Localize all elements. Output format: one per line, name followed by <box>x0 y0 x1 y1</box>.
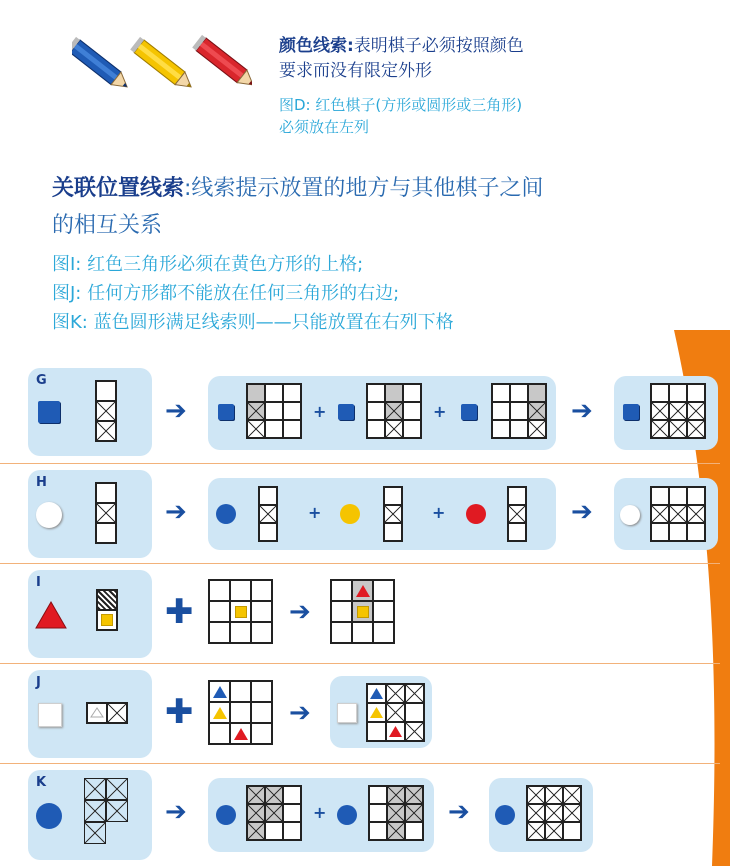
red-circle-piece <box>466 504 486 524</box>
row-g-label: G <box>36 373 47 388</box>
clue-card-j <box>86 702 128 724</box>
row-divider <box>0 563 720 564</box>
color-clue-desc-1: 表明棋子必须按照颜色 <box>353 36 524 56</box>
option-grid-g-2 <box>366 383 422 439</box>
board-j-before <box>208 680 273 745</box>
white-circle-piece <box>620 505 640 525</box>
white-circle-piece <box>36 502 62 528</box>
blue-pencil-icon <box>72 37 132 93</box>
arrow-icon: ➔ <box>165 497 187 527</box>
arrow-icon: ➔ <box>289 698 311 728</box>
option-grid-g-1 <box>246 383 302 439</box>
blue-square-piece <box>218 404 234 420</box>
position-clue-items <box>52 250 454 337</box>
result-grid-h <box>650 486 706 542</box>
row-j-label: J <box>36 675 41 690</box>
result-grid-g <box>650 383 706 439</box>
red-triangle-piece <box>34 600 68 630</box>
color-clue-example-1: 图D: 红色棋子(方形或圆形或三角形) <box>279 96 523 114</box>
clue-card-i <box>96 589 118 631</box>
color-clue-desc-2: 要求而没有限定外形 <box>279 61 432 81</box>
big-plus-icon: ✚ <box>165 692 194 732</box>
blue-square-piece <box>623 404 639 420</box>
board-j-after <box>366 683 425 742</box>
plus-icon: + <box>313 402 327 421</box>
arrow-icon: ➔ <box>571 396 593 426</box>
option-card-h-2 <box>383 486 403 542</box>
row-h-label: H <box>36 475 47 490</box>
row-k-label: K <box>36 775 47 790</box>
plus-icon: + <box>432 503 446 522</box>
position-clue-desc-1: :线索提示放置的地方与其他棋子之间 <box>184 176 544 201</box>
clue-item-i: 图I: 红色三角形必须在黄色方形的上格; <box>52 254 364 275</box>
blue-circle-piece <box>216 805 236 825</box>
big-plus-icon: ✚ <box>165 592 194 632</box>
row-divider <box>0 663 720 664</box>
row-i-label: I <box>36 575 41 590</box>
option-card-h-1 <box>258 486 278 542</box>
option-grid-g-3 <box>491 383 547 439</box>
color-clue-block <box>279 34 524 84</box>
position-clue-desc-2: 的相互关系 <box>52 213 163 238</box>
arrow-icon: ➔ <box>571 497 593 527</box>
blue-circle-piece <box>216 504 236 524</box>
option-card-h-3 <box>507 486 527 542</box>
blue-circle-piece <box>495 805 515 825</box>
pencils-illustration <box>72 30 252 98</box>
clue-item-k: 图K: 蓝色圆形满足线索则——只能放置在右列下格 <box>52 312 454 333</box>
result-grid-k <box>526 785 582 841</box>
blue-square-piece <box>461 404 477 420</box>
position-clue-title: 关联位置线索 <box>52 176 185 201</box>
blue-circle-piece <box>337 805 357 825</box>
white-square-piece <box>337 703 357 723</box>
color-clue-title: 颜色线索: <box>279 36 354 56</box>
clue-card-h <box>95 482 117 544</box>
row-divider <box>0 763 720 764</box>
position-clue-block <box>52 170 543 244</box>
color-clue-example <box>279 94 522 138</box>
yellow-pencil-icon <box>130 37 196 93</box>
option-grid-k-2 <box>368 785 424 841</box>
plus-icon: + <box>313 803 327 822</box>
plus-icon: + <box>308 503 322 522</box>
white-square-piece <box>38 703 62 727</box>
arrow-icon: ➔ <box>165 797 187 827</box>
arrow-icon: ➔ <box>165 396 187 426</box>
option-grid-k-1 <box>246 785 302 841</box>
clue-card-g <box>95 380 117 442</box>
blue-square-piece <box>38 401 60 423</box>
clue-item-j: 图J: 任何方形都不能放在任何三角形的右边; <box>52 283 400 304</box>
arrow-icon: ➔ <box>289 597 311 627</box>
blue-square-piece <box>338 404 354 420</box>
color-clue-example-2: 必须放在左列 <box>279 118 370 136</box>
red-pencil-icon <box>192 35 252 91</box>
row-divider <box>0 463 720 464</box>
board-i-after <box>330 579 395 644</box>
yellow-circle-piece <box>340 504 360 524</box>
clue-card-k <box>84 778 128 844</box>
board-i-before <box>208 579 273 644</box>
plus-icon: + <box>433 402 447 421</box>
arrow-icon: ➔ <box>448 797 470 827</box>
blue-circle-piece <box>36 803 62 829</box>
